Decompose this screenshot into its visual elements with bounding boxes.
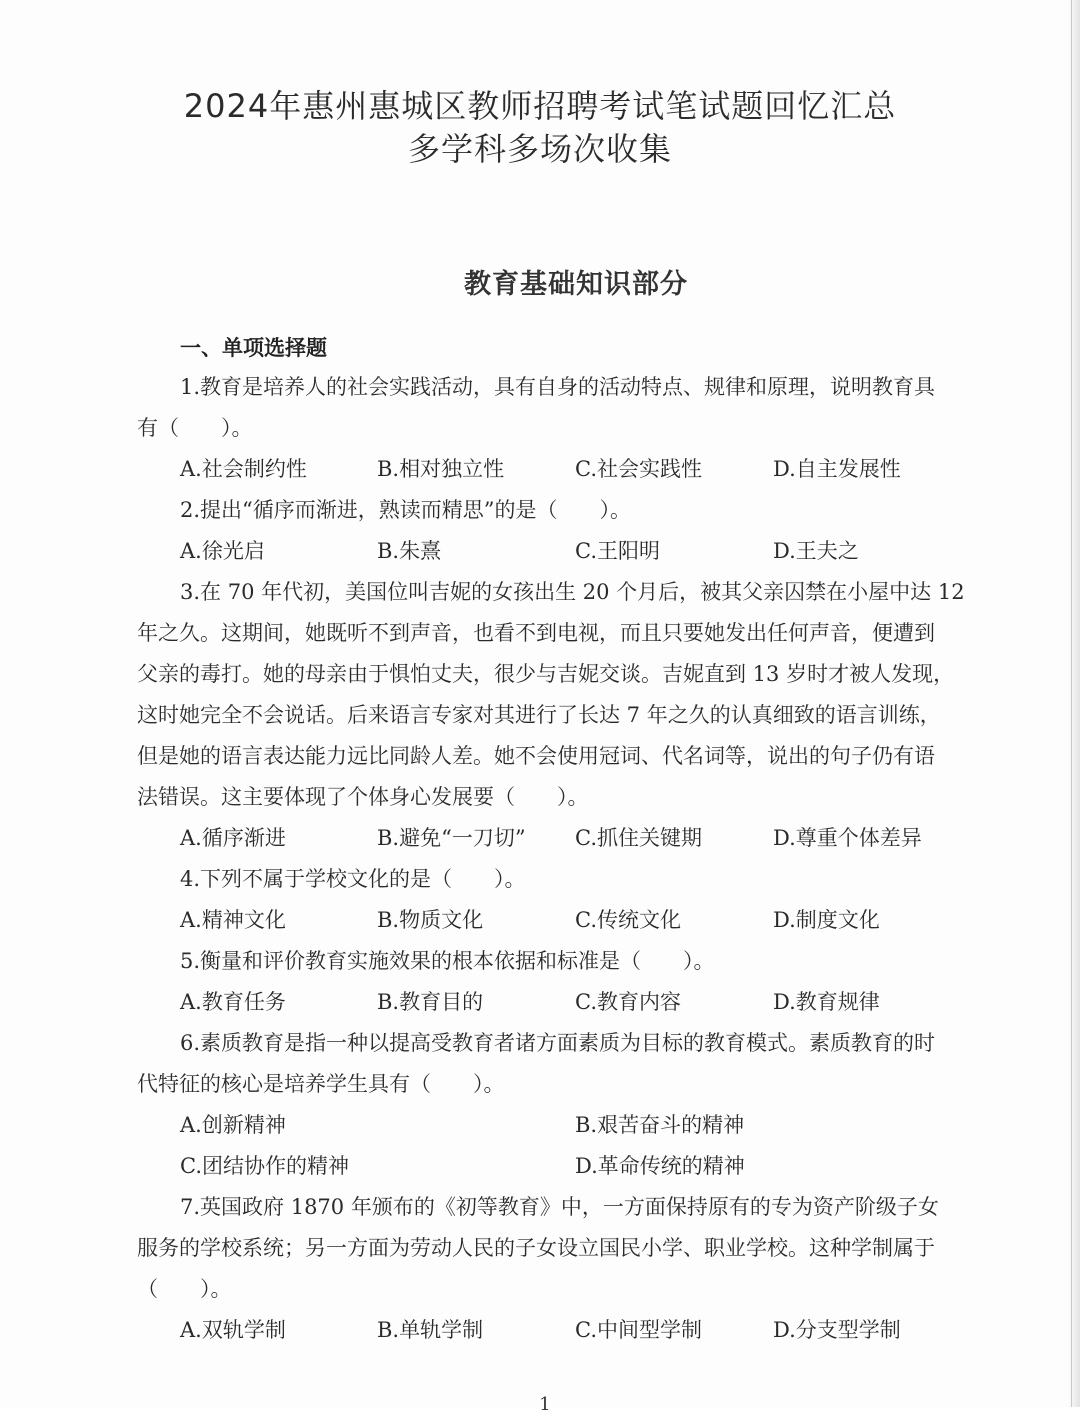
q5-option-c: C.教育内容 bbox=[575, 990, 681, 1014]
q2-line1: 2.提出“循序而渐进，熟读而精思”的是（ ）。 bbox=[180, 498, 632, 522]
page-number: 1 bbox=[539, 1394, 551, 1415]
q7-option-b: B.单轨学制 bbox=[377, 1318, 484, 1342]
q7-line3: （ ）。 bbox=[137, 1277, 232, 1301]
q1-option-a: A.社会制约性 bbox=[180, 457, 307, 481]
q3-option-c: C.抓住关键期 bbox=[575, 826, 702, 850]
q5-option-d: D.教育规律 bbox=[773, 990, 880, 1014]
q4-option-a: A.精神文化 bbox=[180, 908, 286, 932]
q3-line4: 这时她完全不会说话。后来语言专家对其进行了长达 7 年之久的认真细致的语言训练， bbox=[137, 703, 941, 727]
q1-option-d: D.自主发展性 bbox=[773, 457, 901, 481]
q3-line3: 父亲的毒打。她的母亲由于惧怕丈夫，很少与吉妮交谈。吉妮直到 13 岁时才被人发现， bbox=[137, 662, 955, 686]
subheading-single-choice: 一、单项选择题 bbox=[180, 335, 327, 360]
q2-option-b: B.朱熹 bbox=[377, 539, 442, 563]
q3-option-b: B.避免“一刀切” bbox=[377, 826, 526, 850]
q4-option-c: C.传统文化 bbox=[575, 908, 681, 932]
q7-line2: 服务的学校系统；另一方面为劳动人民的子女设立国民小学、职业学校。这种学制属于 bbox=[137, 1236, 935, 1260]
q3-line6: 法错误。这主要体现了个体身心发展要（ ）。 bbox=[137, 785, 589, 809]
q1-line1: 1.教育是培养人的社会实践活动，具有自身的活动特点、规律和原理，说明教育具 bbox=[180, 375, 936, 399]
q7-line1: 7.英国政府 1870 年颁布的《初等教育》中，一方面保持原有的专为资产阶级子女 bbox=[180, 1195, 939, 1219]
q4-option-b: B.物质文化 bbox=[377, 908, 484, 932]
q3-option-a: A.循序渐进 bbox=[180, 826, 286, 850]
q6-option-c: C.团结协作的精神 bbox=[180, 1154, 349, 1178]
q3-line1: 3.在 70 年代初，美国位叫吉妮的女孩出生 20 个月后，被其父亲囚禁在小屋中达 12 bbox=[180, 580, 965, 604]
q2-option-c: C.王阳明 bbox=[575, 539, 660, 563]
q2-option-d: D.王夫之 bbox=[773, 539, 859, 563]
document-title-line2: 多学科多场次收集 bbox=[407, 130, 672, 168]
q3-option-d: D.尊重个体差异 bbox=[773, 826, 922, 850]
q7-option-d: D.分支型学制 bbox=[773, 1318, 901, 1342]
document-title-line1: 2024年惠州惠城区教师招聘考试笔试题回忆汇总 bbox=[183, 87, 897, 125]
q4-line1: 4.下列不属于学校文化的是（ ）。 bbox=[180, 867, 526, 891]
q7-option-c: C.中间型学制 bbox=[575, 1318, 702, 1342]
section-title: 教育基础知识部分 bbox=[464, 269, 688, 300]
q4-option-d: D.制度文化 bbox=[773, 908, 880, 932]
q5-option-b: B.教育目的 bbox=[377, 990, 484, 1014]
q6-option-d: D.革命传统的精神 bbox=[575, 1154, 745, 1178]
q6-option-b: B.艰苦奋斗的精神 bbox=[575, 1113, 745, 1137]
q1-option-c: C.社会实践性 bbox=[575, 457, 702, 481]
q7-option-a: A.双轨学制 bbox=[180, 1318, 286, 1342]
q5-line1: 5.衡量和评价教育实施效果的根本依据和标准是（ ）。 bbox=[180, 949, 715, 973]
q1-line2: 有（ ）。 bbox=[137, 416, 253, 440]
q3-line5: 但是她的语言表达能力远比同龄人差。她不会使用冠词、代名词等，说出的句子仍有语 bbox=[137, 744, 935, 768]
q6-option-a: A.创新精神 bbox=[180, 1113, 286, 1137]
q6-line2: 代特征的核心是培养学生具有（ ）。 bbox=[137, 1072, 505, 1096]
q3-line2: 年之久。这期间，她既听不到声音，也看不到电视，而且只要她发出任何声音，便遭到 bbox=[137, 621, 935, 645]
q6-line1: 6.素质教育是指一种以提高受教育者诸方面素质为目标的教育模式。素质教育的时 bbox=[180, 1031, 936, 1055]
page-edge-shadow bbox=[1068, 0, 1080, 1407]
q2-option-a: A.徐光启 bbox=[180, 539, 265, 563]
q5-option-a: A.教育任务 bbox=[180, 990, 286, 1014]
q1-option-b: B.相对独立性 bbox=[377, 457, 505, 481]
